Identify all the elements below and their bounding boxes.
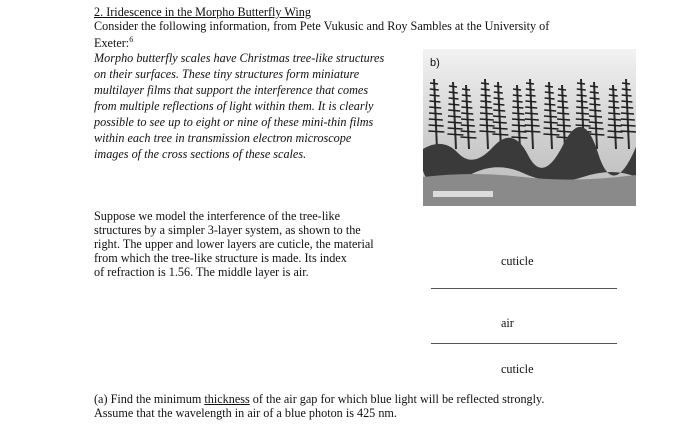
tree-lamella (428, 131, 444, 132)
tree-lamella (558, 95, 567, 96)
tree-lamella (461, 131, 476, 132)
tree-lamella (493, 116, 506, 117)
tree-lamella (525, 113, 538, 114)
tree-lamella (480, 125, 495, 126)
tree-lamella (513, 89, 521, 90)
tree-lamella (493, 122, 507, 123)
tree-lamella (608, 131, 623, 132)
tree-lamella (544, 128, 559, 129)
tree-lamella (622, 89, 631, 90)
tree-lamella (492, 134, 508, 135)
tree-lamella (557, 119, 570, 120)
tree-lamella (609, 101, 619, 102)
tree-lamella (576, 119, 590, 120)
tree-lamella (429, 101, 440, 102)
interface-line-lower (431, 343, 617, 344)
model-line: Suppose we model the interference of the tree-like (94, 209, 341, 223)
tree-lamella (479, 131, 495, 132)
tree-lamella (448, 122, 462, 123)
tree-lamella (589, 104, 600, 105)
tree-lamella (621, 107, 633, 108)
tree-lamella (557, 107, 568, 108)
quote-line: from multiple reflections of light within them. It is clearly (94, 99, 374, 113)
tree-lamella (543, 134, 559, 135)
model-line: of refraction is 1.56. The middle layer is air. (94, 265, 309, 279)
question-a-emphasis: thickness (204, 392, 250, 406)
tree-lamella (622, 95, 632, 96)
quote-line: Morpho butterfly scales have Christmas tree-like structures (94, 51, 385, 65)
tree-lamella (576, 113, 589, 114)
intro-line-2 (94, 33, 133, 50)
tree-lamella (449, 98, 459, 99)
tree-lamella (577, 83, 585, 84)
tree-lamella (544, 104, 555, 105)
tree-lamella (621, 113, 634, 114)
tree-lamella (462, 95, 471, 96)
tree-lamella (512, 107, 523, 108)
tree-lamella (493, 128, 508, 129)
tree-lamella (448, 128, 463, 129)
tree-lamella (449, 86, 457, 87)
model-line: structures by a simpler 3-layer system, as shown to the (94, 223, 361, 237)
substrate (423, 174, 636, 206)
tree-lamella (621, 119, 635, 120)
tree-lamella (480, 113, 493, 114)
model-block (94, 209, 374, 279)
tem-micrograph-illustration (423, 49, 636, 206)
tree-lamella (513, 101, 523, 102)
tree-lamella (513, 95, 522, 96)
tree-lamella (447, 134, 463, 135)
tree-lamella (544, 116, 557, 117)
tree-lamella (608, 113, 620, 114)
tree-lamella (557, 125, 571, 126)
tree-lamella (557, 113, 569, 114)
tree-lamella (480, 107, 492, 108)
quote-line: multilayer films that support the interference that comes (94, 83, 369, 97)
quote-block (94, 51, 384, 161)
tree-lamella (526, 83, 534, 84)
tree-lamella (589, 128, 604, 129)
tem-micrograph (423, 49, 636, 206)
tree-lamella (545, 92, 554, 93)
tree-lamella (512, 113, 524, 114)
footnote-marker: 6 (129, 35, 134, 44)
tree-lamella (429, 125, 444, 126)
tree-lamella (609, 95, 618, 96)
tree-lamella (512, 119, 525, 120)
tree-lamella (589, 110, 601, 111)
tree-lamella (544, 122, 558, 123)
tree-lamella (429, 113, 442, 114)
tree-lamella (512, 131, 527, 132)
tree-lamella (448, 104, 459, 105)
tree-lamella (525, 107, 537, 108)
question-a-line-1 (94, 392, 544, 406)
tree-lamella (544, 110, 556, 111)
tree-lamella (494, 92, 503, 93)
tree-lamella (577, 89, 586, 90)
intro-exeter: Exeter: (94, 36, 130, 51)
tree-lamella (576, 101, 587, 102)
scale-bar (433, 191, 493, 197)
question-a-pre: (a) Find the minimum (94, 392, 205, 406)
tree-lamella (558, 89, 566, 90)
layer-label-top: cuticle (501, 254, 534, 268)
tree-lamella (589, 116, 602, 117)
quote-line: possible to see up to eight or nine of these mini-thin films (94, 115, 374, 129)
tree-lamella (590, 92, 599, 93)
tree-lamella (608, 125, 622, 126)
interface-line-upper (431, 288, 617, 289)
tree-lamella (557, 131, 572, 132)
tree-lamella (480, 101, 491, 102)
tree-lamella (608, 107, 619, 108)
intro-line-1: Consider the following information, from Pete Vukusic and Roy Sambles at the University of (94, 19, 550, 33)
tree-lamella (621, 101, 632, 102)
question-a-line-2: Assume that the wavelength in air of a blue photon is 425 nm. (94, 406, 397, 420)
tree-lamella (460, 137, 476, 138)
tree-lamella (461, 119, 474, 120)
panel-label: b) (430, 57, 440, 69)
tree-lamella (545, 98, 555, 99)
tree-lamella (462, 89, 470, 90)
tree-lamella (429, 119, 443, 120)
tree-lamella (461, 107, 472, 108)
tree-lamella (461, 125, 475, 126)
tree-lamella (526, 89, 535, 90)
tree-lamella (621, 125, 636, 126)
tree-lamella (576, 107, 588, 108)
tree-lamella (525, 125, 540, 126)
tree-lamella (511, 137, 527, 138)
question-a-post: of the air gap for which blue light will be reflected strongly. (249, 392, 545, 406)
tree-lamella (430, 83, 438, 84)
tree-lamella (577, 95, 587, 96)
tree-lamella (448, 110, 460, 111)
tree-lamella (481, 89, 490, 90)
tree-lamella (525, 119, 539, 120)
tree-lamella (590, 98, 600, 99)
tree-lamella (430, 89, 439, 90)
tree-lamella (480, 119, 494, 120)
layer-label-bottom: cuticle (501, 362, 534, 376)
tree-lamella (430, 95, 440, 96)
tree-lamella (576, 125, 591, 126)
tree-lamella (429, 107, 441, 108)
tree-lamella (526, 95, 536, 96)
tree-lamella (512, 125, 526, 126)
tree-lamella (494, 86, 502, 87)
tree-lamella (462, 101, 472, 102)
tree-lamella (461, 113, 473, 114)
tree-lamella (493, 104, 504, 105)
tree-lamella (493, 110, 505, 111)
tree-lamella (545, 86, 553, 87)
model-line: from which the tree-like structure is made. Its index (94, 251, 347, 265)
layer-label-middle: air (501, 316, 514, 330)
tree-lamella (525, 101, 536, 102)
tree-lamella (448, 116, 461, 117)
tree-lamella (449, 92, 458, 93)
quote-line: within each tree in transmission electron microscope (94, 131, 352, 145)
tree-lamella (558, 101, 568, 102)
problem-title: 2. Iridescence in the Morpho Butterfly Wing (94, 5, 311, 19)
model-line: right. The upper and lower layers are cuticle, the material (94, 237, 374, 251)
quote-line: images of the cross sections of these scales. (94, 147, 307, 161)
tree-lamella (607, 137, 623, 138)
tree-lamella (590, 86, 598, 87)
tree-lamella (481, 95, 491, 96)
tree-lamella (622, 83, 630, 84)
tree-lamella (609, 89, 617, 90)
tree-lamella (620, 131, 636, 132)
tree-lamella (589, 122, 603, 123)
quote-line: on their surfaces. These tiny structures form miniature (94, 67, 360, 81)
tree-lamella (608, 119, 621, 120)
tree-lamella (481, 83, 489, 84)
tree-lamella (524, 131, 540, 132)
tree-lamella (588, 134, 604, 135)
tree-lamella (494, 98, 504, 99)
